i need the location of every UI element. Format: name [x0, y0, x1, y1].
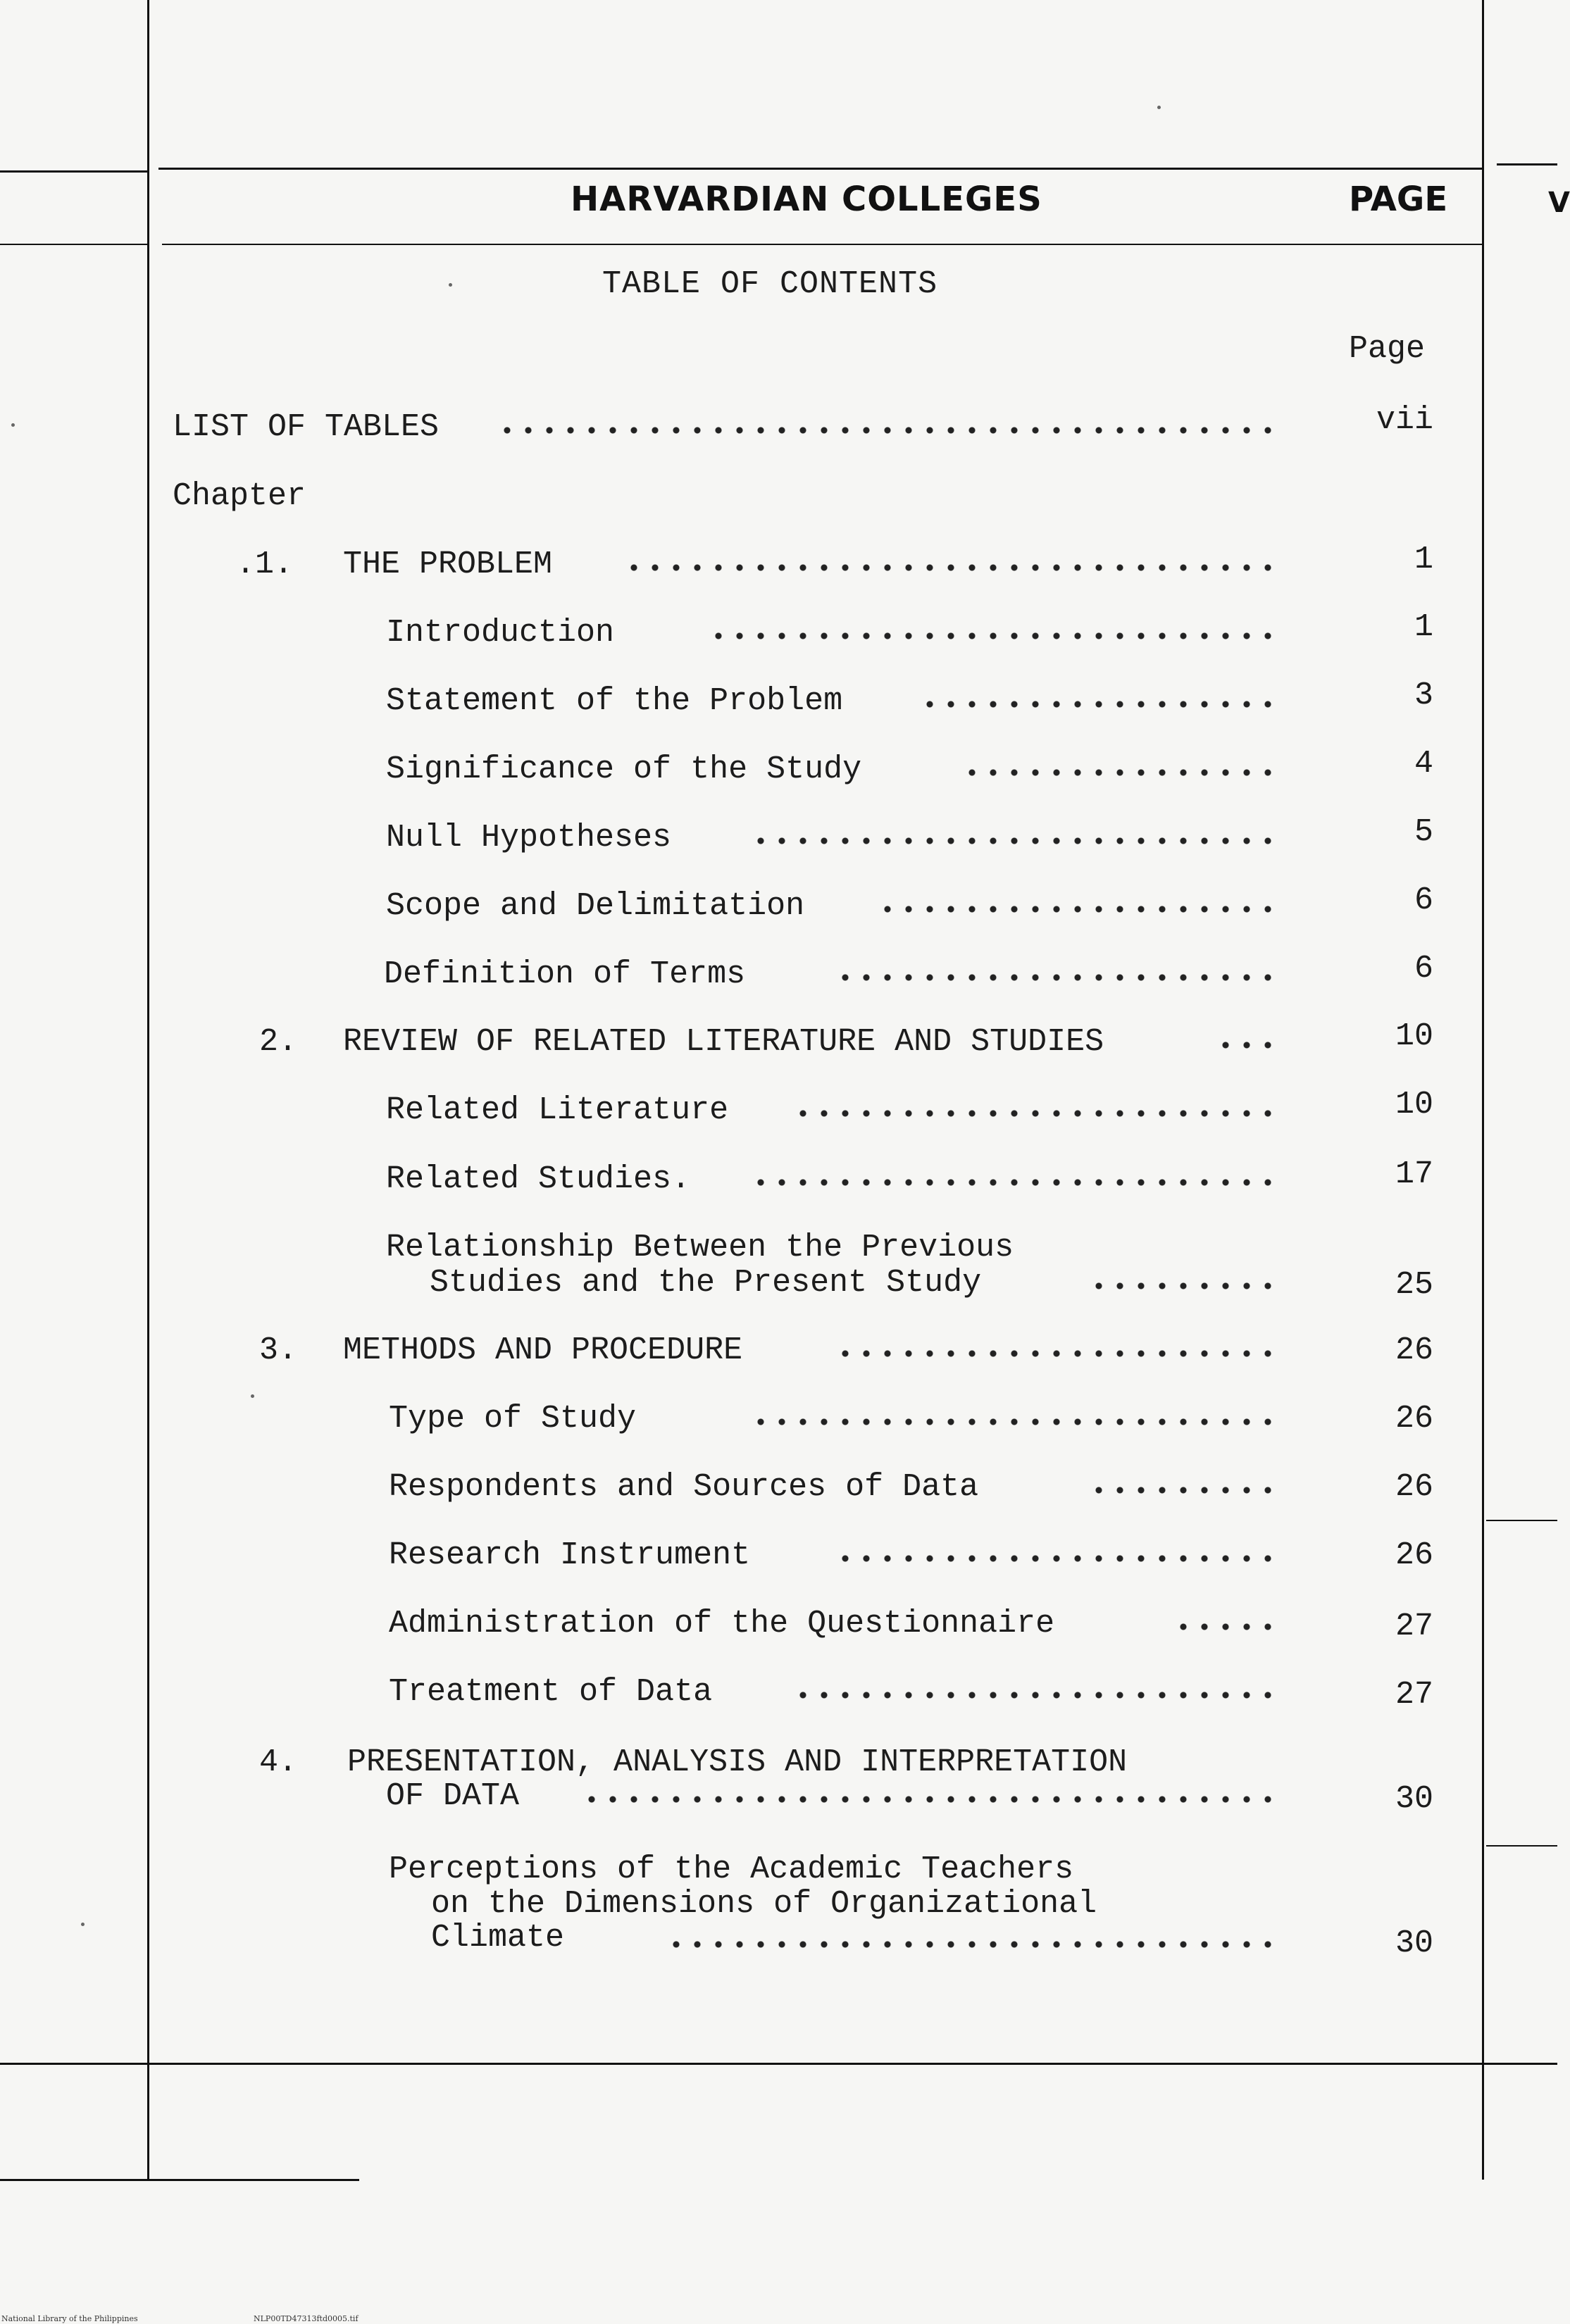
toc-entry: Scope and Delimitation	[386, 888, 805, 924]
page-number: 1	[1414, 609, 1433, 645]
toc-chapter-3: METHODS AND PROCEDURE	[343, 1332, 743, 1368]
page-number: 26	[1395, 1401, 1433, 1437]
toc-entry-line-2: on the Dimensions of Organizational	[431, 1886, 1097, 1922]
page-number: 5	[1414, 814, 1433, 850]
toc-entry: Significance of the Study	[386, 751, 862, 787]
leader-dots	[835, 1349, 1278, 1358]
leader-dots	[747, 837, 1278, 845]
page-number: 10	[1395, 1018, 1433, 1054]
toc-entry: Statement of the Problem	[386, 683, 843, 719]
chapter-number: 3.	[259, 1332, 298, 1368]
page-number: 30	[1395, 1925, 1433, 1961]
footer-library-name: National Library of the Philippines	[1, 2314, 138, 2323]
top-rule-main	[158, 168, 1483, 170]
leader-dots	[1088, 1282, 1278, 1290]
toc-entry: Treatment of Data	[389, 1674, 713, 1710]
leader-dots	[669, 1940, 1278, 1949]
toc-entry: Type of Study	[389, 1401, 637, 1437]
page-number: 26	[1395, 1469, 1433, 1505]
leader-dots	[704, 632, 1278, 640]
right-vertical-rule	[1482, 0, 1484, 2180]
toc-entry: Definition of Terms	[384, 956, 746, 992]
leader-dots	[620, 563, 1278, 572]
page-number: 1	[1414, 542, 1433, 577]
toc-entry-line-1: Relationship Between the Previous	[386, 1230, 1014, 1266]
leader-dots	[1088, 1486, 1278, 1494]
leader-dots	[1215, 1041, 1278, 1049]
footer-file-name: NLP00TD47313ftd0005.tif	[254, 2314, 359, 2323]
page-number: 25	[1395, 1267, 1433, 1303]
page-number: 10	[1395, 1087, 1433, 1123]
chapter-number: 2.	[259, 1024, 298, 1060]
toc-entry: Related Studies.	[386, 1161, 691, 1197]
chapter-label: Chapter	[173, 478, 306, 514]
header-bottom-rule	[162, 244, 1483, 245]
leader-dots	[835, 973, 1278, 982]
leader-dots	[877, 905, 1278, 913]
toc-entry: Null Hypotheses	[386, 820, 672, 856]
page-number: 6	[1414, 951, 1433, 987]
right-margin-rule-1	[1486, 1520, 1557, 1521]
leader-dots	[792, 1109, 1278, 1118]
toc-entry: Related Literature	[386, 1092, 729, 1128]
scan-speck	[251, 1394, 254, 1398]
toc-entry-line-3: Climate	[431, 1920, 565, 1956]
top-rule-left	[0, 170, 148, 173]
page-number: 4	[1414, 746, 1433, 782]
page-number: 17	[1395, 1156, 1433, 1192]
header-edge-mark: V	[1548, 187, 1570, 219]
bottom-rule-left	[0, 2179, 359, 2181]
leader-dots	[747, 1418, 1278, 1426]
leader-dots	[750, 1178, 1278, 1187]
page-title: TABLE OF CONTENTS	[602, 266, 938, 302]
header-bottom-rule-left	[0, 244, 148, 245]
toc-entry-line-1: Perceptions of the Academic Teachers	[389, 1851, 1074, 1887]
page-number: 3	[1414, 677, 1433, 713]
header-page-label: PAGE	[1349, 180, 1448, 219]
top-rule-right	[1497, 163, 1557, 165]
bottom-rule-main	[0, 2063, 1557, 2065]
leader-dots	[835, 1554, 1278, 1563]
toc-entry: Administration of the Questionnaire	[389, 1606, 1055, 1642]
page-number: 27	[1395, 1677, 1433, 1713]
toc-chapter-4-line-2: OF DATA	[386, 1778, 520, 1814]
page-number: 30	[1395, 1781, 1433, 1817]
scan-speck	[449, 283, 452, 287]
toc-entry: Respondents and Sources of Data	[389, 1469, 979, 1505]
leader-dots	[923, 700, 1278, 708]
page-number: vii	[1376, 402, 1433, 438]
page-number: 6	[1414, 882, 1433, 918]
right-margin-rule-2	[1486, 1845, 1557, 1847]
toc-chapter-2: REVIEW OF RELATED LITERATURE AND STUDIES	[343, 1024, 1104, 1060]
page-number: 26	[1395, 1537, 1433, 1573]
chapter-number: 4.	[259, 1744, 298, 1780]
left-vertical-rule	[147, 0, 149, 2180]
toc-chapter-1: THE PROBLEM	[343, 546, 553, 582]
toc-chapter-4-line-1: PRESENTATION, ANALYSIS AND INTERPRETATION	[347, 1744, 1128, 1780]
leader-dots	[965, 768, 1278, 777]
scan-speck	[81, 1923, 85, 1926]
leader-dots	[792, 1691, 1278, 1699]
page-column-label: Page	[1349, 331, 1426, 367]
page-number: 26	[1395, 1332, 1433, 1368]
scan-speck	[11, 423, 15, 427]
toc-entry: Introduction	[386, 615, 615, 651]
toc-entry: Research Instrument	[389, 1537, 751, 1573]
scan-speck	[1157, 106, 1161, 109]
chapter-number: .1.	[236, 546, 294, 582]
leader-dots	[493, 426, 1278, 435]
institution-name: HARVARDIAN COLLEGES	[571, 180, 1042, 219]
leader-dots	[585, 1795, 1278, 1804]
toc-entry-list-of-tables: LIST OF TABLES	[173, 409, 440, 445]
toc-entry-line-2: Studies and the Present Study	[430, 1265, 982, 1301]
leader-dots	[1173, 1623, 1278, 1631]
page-number: 27	[1395, 1608, 1433, 1644]
